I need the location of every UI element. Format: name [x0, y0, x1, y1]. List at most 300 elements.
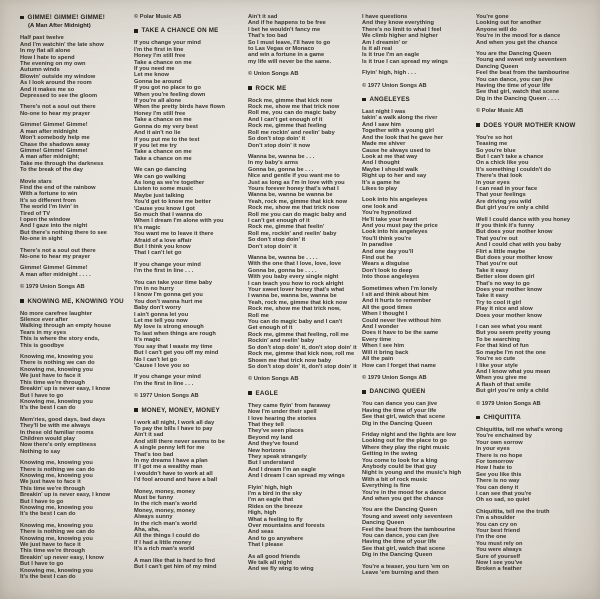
lyric-line: Dancing Queen [362, 520, 405, 527]
lyric-line: They speak strangely [248, 453, 307, 460]
lyric-line: High, high [248, 510, 277, 517]
lyric-line: Sure of yourself [476, 553, 521, 560]
lyric-line: It's a game he [362, 179, 401, 186]
song-subtitle: (A Man After Midnight) [28, 23, 91, 29]
stanza [20, 417, 125, 455]
song-title-text: DANCING QUEEN [369, 388, 426, 396]
lyric-line: Is it all real [362, 46, 393, 53]
song-title-text: TAKE A CHANCE ON ME [141, 27, 219, 35]
lyric-line: So don't stop doin' it [248, 136, 306, 143]
lyric-line: Looking out for another [476, 20, 542, 27]
lyric-line: I can't get enough of it [248, 217, 310, 224]
lyric-line: Tears in my eyes [20, 329, 67, 336]
lyric-line: That they tell [248, 421, 284, 428]
lyric-line: Chase the shadows away [20, 141, 90, 148]
lyric-line: See that girl, watch that scene [362, 414, 446, 421]
lyric-line: In the rich man's world [134, 520, 197, 527]
lyric-line: Night is young and the music's high [362, 470, 462, 477]
lyric-line: Chiquitita, tell me the truth [476, 508, 550, 515]
lyric-line: As long as we're together [134, 179, 205, 186]
copyright-line: © 1977 Union Songs AB [134, 393, 199, 400]
lyric-line: When I dream I'm alone with you [134, 218, 224, 225]
lyric-line: Does it have to be the same [362, 330, 439, 337]
lyric-line: I ain't gonna let you [134, 311, 189, 318]
stanza [20, 311, 125, 349]
lyric-line: If you got no place to go [134, 85, 201, 92]
lyric-line: Flyin' high, high . . . [362, 70, 417, 77]
lyric-line: No more carefree laughter [20, 310, 93, 317]
stanza [362, 14, 467, 65]
lyric-line: It's the best I can do [20, 405, 76, 412]
lyric-line: As I look around the room [20, 80, 92, 87]
stanza [362, 109, 467, 192]
lyric-line: Let me know [134, 72, 169, 79]
lyric-line: I can see that you're [476, 491, 532, 497]
lyric-line: Now I see you've [476, 560, 523, 567]
stanza [20, 248, 125, 261]
lyric-line: Play it nice and slow [476, 306, 533, 313]
lyric-line: Ain't it sad [134, 432, 164, 439]
lyric-line: But I can't take a chance [476, 153, 544, 160]
lyric-line: You're in the mood for a dance [362, 489, 447, 496]
lyric-line: Broken a feather [476, 566, 522, 573]
lyric-line: Does your mother know [476, 312, 542, 319]
stanza [248, 98, 353, 149]
lyric-line: In paradise [362, 242, 393, 249]
lyric-line: Rock me, gimme that feeling, roll me [248, 331, 349, 338]
lyric-line: Take it easy [476, 267, 509, 274]
lyric-line: That your feelings [476, 192, 526, 199]
lyric-line: Having the time of your life [476, 83, 551, 90]
lyric-line: We just have to face it [20, 479, 81, 486]
lyric-line: Take it easy [476, 293, 509, 300]
lyric-line: As all good friends [248, 553, 301, 560]
lyric-line: With a bit of rock music [362, 476, 428, 483]
lyric-line: I love hearing the stories [248, 415, 317, 422]
lyric-line: Friday night and the lights are low [362, 431, 457, 438]
stanza [476, 135, 591, 212]
lyric-line: I'm in no hurry [134, 286, 175, 293]
lyric-line: So much that I wanna do [134, 211, 203, 218]
lyric-line: Always sunny [134, 514, 173, 521]
lyric-line: And they've found [248, 441, 299, 448]
song-title [362, 96, 467, 103]
lyric-line: Gonna be, gonna be . . . [248, 166, 314, 173]
lyric-line: Just as long as I'm in love with you [248, 179, 345, 186]
lyric-line: Gonna be, gonna be . . . . [248, 267, 317, 274]
lyric-line: This time we're through [20, 379, 86, 386]
stanza [248, 485, 353, 549]
song-title [476, 122, 591, 129]
lyric-line: You say that I waste my time [134, 343, 213, 350]
lyric-line: Nothing to say [20, 448, 61, 455]
lyric-line: Take a chance on me [134, 117, 192, 124]
lyric-line: Chiquitita, tell me what's wrong [476, 426, 563, 433]
lyric-line: And when you get the chance [476, 39, 558, 46]
copyright-line: © 1979 Union Songs AB [20, 284, 85, 291]
lyric-line: and win a fortune in a game [248, 52, 325, 59]
lyric-line: Gimme! Gimme! Gimme! [20, 265, 88, 272]
lyric-line: Beyond my land [248, 434, 293, 441]
lyric-line: You can cry on [476, 521, 518, 528]
lyric-line: But does your mother know [476, 229, 553, 236]
lyric-line: Gonna do my very best [134, 123, 198, 130]
lyric-line: So I must leave, I'll have to go [248, 39, 331, 46]
lyric-line: There is no hope [476, 452, 523, 459]
song-title-text: CHIQUITITA [483, 413, 521, 421]
lyric-line: If you change your mind [134, 374, 201, 381]
lyric-line: So you're blue [476, 147, 516, 154]
stanza [20, 122, 125, 173]
lyric-line: That you're out [476, 261, 518, 268]
lyric-line: Wanna be, wanna be . . . . [248, 255, 318, 261]
lyric-line: Leave 'em burning and then [362, 570, 439, 577]
lyric-line: Rock me, gimme that kick now, roll me [248, 351, 355, 358]
lyric-line: But girl you're only a child [476, 388, 549, 395]
lyric-line: Honey I'm still free [134, 53, 186, 60]
lyric-line: You'll think you're [362, 235, 412, 242]
lyric-line: You are the Dancing Queen [362, 507, 438, 514]
lyric-line: I'm a shoulder [476, 515, 516, 522]
lyric-line: They'll be with me always [20, 423, 91, 430]
lyric-line: See that girl, watch that scene [362, 545, 446, 552]
lyric-line: How can I forget that name [362, 362, 436, 369]
lyric-line: Take a chance on me [134, 59, 192, 66]
lyric-line: Now there's only emptiness [20, 442, 97, 449]
lyric-line: Breakin' up is never easy, I know [20, 492, 111, 499]
lyric-line: That's too bad [248, 33, 288, 40]
lyric-line: I'm an eagle that [248, 497, 294, 504]
lyric-line: It's magic [134, 224, 161, 231]
lyric-line: You don't wanna hurt me [134, 298, 203, 305]
lyric-line: And I dream I can spread my wings [248, 473, 345, 480]
lyric-line: Well I could dance with you honey [476, 216, 571, 223]
lyric-line: If you need me [134, 66, 175, 73]
lyric-line: Likes to play [362, 185, 398, 192]
lyric-line: So don't stop doin' it [248, 237, 306, 244]
lyric-line: I work all night, I work all day [134, 419, 215, 426]
lyric-line: Now I'm under their spell [248, 409, 317, 416]
lyric-line: So don't stop doin' it, don't stop doin' it [248, 344, 357, 351]
stanza [362, 70, 467, 76]
song-title [248, 85, 353, 92]
lyric-line: You can dance, you can jive [362, 533, 439, 540]
lyric-line: You can dance, you can jive [476, 76, 553, 83]
lyric-line: That you're out [476, 235, 518, 242]
lyric-line: Breakin' up is never easy, I know [20, 386, 111, 393]
lyric-line: Am I dreamin' or [362, 39, 408, 46]
lyric-line: A man after midnight; [20, 154, 80, 161]
lyric-line: That's too bad [134, 451, 174, 458]
lyric-line: Breakin' up never easy, I know [20, 554, 104, 561]
square-bullet-icon [248, 391, 252, 395]
copyright-line: © Polar Music AB [476, 108, 524, 115]
lyric-line: Won't somebody help me [20, 135, 90, 142]
lyric-line: Rock me, show me that trick now [248, 104, 340, 111]
lyric-line: Could never live without him [362, 317, 441, 324]
lyric-line: But I have to go [20, 498, 64, 505]
lyric-line: Mem'ries, good days, bad days [20, 416, 106, 423]
lyric-line: With the one that I love, love, love [248, 261, 342, 268]
lyric-line: And I wonder [362, 324, 399, 331]
lyric-line: To last when things are rough [134, 330, 216, 337]
lyric-line: We can go dancing [134, 167, 187, 174]
lyric-line: Roll me, rockin' and reelin' baby [248, 230, 337, 237]
lyric-line: But I can't get him of my mind [134, 564, 217, 571]
lyric-line: Yours forever honey that's what I [248, 185, 339, 192]
stanza [476, 509, 591, 573]
lyric-line: If you think it's funny [476, 222, 535, 229]
lyric-line: And seas [248, 529, 274, 536]
lyric-line: You can do magic baby and I can't [248, 319, 343, 326]
square-bullet-icon [362, 98, 366, 102]
lyric-line: Where they play the right music [362, 444, 450, 451]
lyric-line: Your sweet lover honey that's what [248, 287, 345, 294]
lyric-line: Walking through an empty house [20, 323, 112, 330]
lyric-line: Gonna be around [134, 78, 182, 85]
lyric-line: Rides on the breeze [248, 503, 303, 510]
lyric-line: And it makes me so [20, 86, 75, 93]
lyric-line: And to go anywhere [248, 535, 304, 542]
lyric-line: I'm a bird in the sky [248, 491, 302, 497]
lyric-line: In these old familiar rooms [20, 429, 94, 436]
stanza [134, 489, 239, 553]
lyric-line: to Las Vegas or Monaco [248, 46, 315, 53]
square-bullet-icon [134, 29, 138, 33]
lyric-line: Young and sweet only seventeen [476, 57, 567, 64]
lyric-line: There is nothing we can do [20, 360, 95, 367]
lyric-line: 'Cause you know I got [134, 205, 195, 212]
lyric-line: Last night I was [362, 109, 406, 116]
lyric-line: Listen to some music [134, 186, 194, 193]
lyric-line: And I'm watchin' the late show [20, 41, 104, 48]
lyric-line: takin' a walk along the river [362, 115, 438, 122]
lyric-line: I can read in your face [476, 185, 538, 192]
lyric-line: That I can't let go [134, 250, 182, 257]
lyric-line: When I thought I [362, 311, 408, 318]
lyric-line: And you must pay the price [362, 222, 438, 229]
lyric-line: Get enough of it [248, 325, 293, 332]
lyric-line: Rock me, gimme that feelin' [248, 224, 325, 231]
lyric-line: And I gaze into the night [20, 223, 88, 230]
lyric-line: one look and [362, 203, 398, 210]
lyric-line: Knowing me, knowing you [20, 460, 93, 467]
lyric-line: Everything is fine [362, 483, 411, 490]
lyric-line: Feel the beat from the tambourine [362, 526, 456, 533]
lyric-line: Roll me, you can do magic baby [248, 110, 337, 117]
lyric-line: I have questions [362, 14, 408, 20]
lyric-line: Knowing me, knowing you [20, 505, 93, 511]
stanza [248, 255, 357, 370]
lyric-line: Rock me, gimme that feeling [248, 123, 327, 130]
lyric-line: Rock me, gimme that kick now [248, 97, 333, 104]
stanza [134, 280, 239, 370]
copyright-line: © Union Songs AB [248, 71, 299, 78]
lyric-line: It's the best I can do [20, 511, 76, 518]
lyric-line: New horizons [248, 447, 286, 454]
lyric-line: You were always [476, 547, 522, 554]
lyric-line: But I can't get you off my mind [134, 350, 219, 357]
lyric-line: Into those angeleyes [362, 274, 420, 281]
lyric-line: We just have to face it [20, 373, 81, 380]
lyric-line: No-one in sight [20, 236, 63, 243]
lyric-line: Rockin' and reelin' baby [248, 338, 315, 345]
stanza [362, 564, 467, 577]
lyric-line: So don't stop doin' it, don't stop doin' it [248, 363, 357, 370]
lyric-line: Tired of TV [20, 210, 51, 217]
lyric-line: You can dance you can jive [362, 401, 438, 408]
lyric-line: I'm the one [476, 534, 507, 541]
stanza [134, 167, 239, 257]
lyric-line: All the good times [362, 304, 413, 311]
lyric-line: Don't stop doin' it [248, 243, 297, 250]
lyric-line: But does your mother know [476, 255, 553, 261]
lyric-line: Dig in the Dancing Queen [362, 420, 433, 427]
lyric-line: I bet he wouldn't fancy me [248, 26, 321, 33]
lyric-line: With a fortune to win [20, 191, 78, 198]
lyric-line: Is it true I'm an eagle [362, 52, 420, 59]
lyric-line: A man like that is hard to find [134, 557, 215, 564]
lyric-line: Maybe just talking [134, 192, 185, 199]
lyric-line: Getting in the swing [362, 451, 418, 458]
lyric-line: But you seem pretty young [476, 330, 551, 337]
lyric-line: He'll take your heart [362, 216, 418, 223]
lyric-line: We climb higher and higher [362, 33, 438, 40]
lyric-line: If you're all alone [134, 98, 182, 105]
stanza [20, 460, 125, 518]
lyric-line: I open the window [20, 216, 71, 223]
lyric-line: Yeah, rock me, gimme that kick now [248, 299, 348, 306]
lyric-line: Try to cool it girl [476, 299, 522, 306]
lyric-line: And I know what you mean [476, 368, 551, 375]
lyric-line: Rock me, show me that trick now, [248, 306, 341, 313]
lyric-line: Baby don't worry [134, 305, 182, 312]
lyric-line: I wanna be, wanna be, wanna be [248, 293, 337, 300]
stanza [248, 154, 353, 250]
lyrics-column-3 [248, 14, 357, 578]
lyric-line: It's magic [134, 337, 161, 344]
lyric-line: Depressed to see the gloom [20, 93, 98, 100]
lyric-line: Maybe I should walk [362, 166, 418, 173]
lyric-line: If you put me to the test [134, 136, 200, 143]
lyric-line: And I dream I'm an eagle [248, 466, 316, 473]
lyric-line: Cause he always used to [362, 147, 431, 154]
stanza [20, 523, 125, 581]
lyric-line: I'm the first in line [134, 46, 184, 53]
lyric-line: This time we're through [20, 548, 86, 555]
lyric-line: This is where the story ends, [20, 336, 100, 343]
stanza [476, 14, 591, 46]
lyric-line: A single penny left for me [134, 445, 205, 452]
square-bullet-icon [20, 299, 24, 303]
copyright-line: © 1977 Union Songs AB [362, 82, 427, 89]
lyric-line: And I saw him [362, 121, 401, 128]
lyric-line: Take me through the darkness [20, 160, 104, 167]
lyric-line: If you change your mind [134, 40, 201, 47]
stanza [134, 40, 239, 162]
lyric-line: Teasing me [476, 141, 508, 148]
lyric-line: Knowing me, knowing you [20, 535, 93, 542]
stanza [20, 354, 125, 412]
lyric-line: Wanna be, wanna be wanna be [248, 192, 333, 199]
stanza [476, 427, 591, 504]
lyric-line: All the things I could do [134, 533, 200, 540]
lyric-line: You are the Dancing Queen [476, 51, 552, 58]
song-title-text: ANGELEYES [369, 96, 410, 104]
lyric-line: But girl you're only a child [476, 205, 549, 212]
lyric-line: The evening on my own [20, 61, 86, 68]
stanza [476, 324, 591, 394]
song-title [20, 298, 125, 305]
lyric-line: You're enchained by [476, 433, 532, 440]
lyric-line: I can see what you want [476, 324, 542, 331]
song-title [248, 390, 353, 397]
stanza [362, 432, 467, 502]
lyric-line: Having the time of your life [362, 539, 437, 546]
stanza [248, 554, 353, 573]
lyric-line: Don't stop doin' it now [248, 142, 310, 149]
lyric-line: Together with a young girl [362, 128, 434, 135]
lyric-line: There's not a soul out there [20, 247, 96, 254]
lyric-line: You're gone [476, 14, 509, 20]
song-title [476, 414, 591, 421]
lyric-line: Find out he [362, 255, 394, 261]
lyric-line: Flyin' high, high [248, 484, 293, 491]
copyright-line: © Union Songs AB [248, 376, 299, 383]
lyric-line: And we fly wing to wing [248, 566, 314, 573]
lyric-line: To pay the bills I have to pay [134, 425, 213, 432]
lyric-line: If you change your mind [134, 261, 201, 268]
lyric-line: And it hurts to remember [362, 298, 432, 305]
stanza [362, 401, 467, 427]
lyric-line: How I hate to spend [20, 54, 75, 61]
lyric-line: Find the end of the rainbow [20, 184, 96, 191]
lyric-line: You're hypnotized [362, 210, 412, 217]
lyric-line: It's something I couldn't do [476, 166, 551, 173]
stanza [134, 420, 239, 484]
lyric-line: Oh so sad, so quiet [476, 497, 530, 504]
lyric-line: What a feeling to fly [248, 516, 303, 523]
lyric-line: You're so hot [476, 134, 513, 141]
lyric-line: Knowing me, knowing you [20, 354, 93, 361]
lyric-line: There is nothing we can do [20, 529, 95, 536]
lyric-line: Rock me, show me that trick now [248, 205, 340, 212]
lyric-line: Having the time of your life [362, 407, 437, 414]
lyric-line: I sit and think about him [362, 292, 429, 299]
lyric-line: I'd fool around and have a ball [134, 477, 218, 484]
lyric-line: My love is strong enough [134, 324, 204, 331]
lyric-line: No I can't let go [134, 356, 177, 363]
lyric-line: It's a rich man's world [134, 546, 195, 553]
lyric-line: So maybe I'm not the one [476, 349, 546, 356]
lyric-line: Flirt a little maybe [476, 248, 526, 255]
copyright-line: © 1979 Union Songs AB [362, 374, 427, 381]
lyric-line: Half past twelve [20, 35, 64, 42]
lyric-line: Shown me that trick now baby [248, 357, 332, 364]
lyric-line: I'm the first in line . . . [134, 268, 194, 275]
lyric-line: 'Cause I love you so [134, 362, 190, 369]
song-title [134, 27, 239, 34]
lyric-line: All the pain [362, 356, 394, 363]
lyric-line: I'm the first in line . . . [134, 380, 194, 387]
lyric-line: You're a teaser, you turn 'em on [362, 563, 450, 570]
stanza [476, 51, 591, 102]
square-bullet-icon [134, 408, 138, 412]
lyric-line: I can teach you how to rock alright [248, 280, 344, 287]
copyright-line: © Polar Music AB [134, 14, 182, 20]
lyric-line: There's no limit to what I feel [362, 26, 442, 33]
lyric-line: Afraid of a love affair [134, 237, 192, 244]
